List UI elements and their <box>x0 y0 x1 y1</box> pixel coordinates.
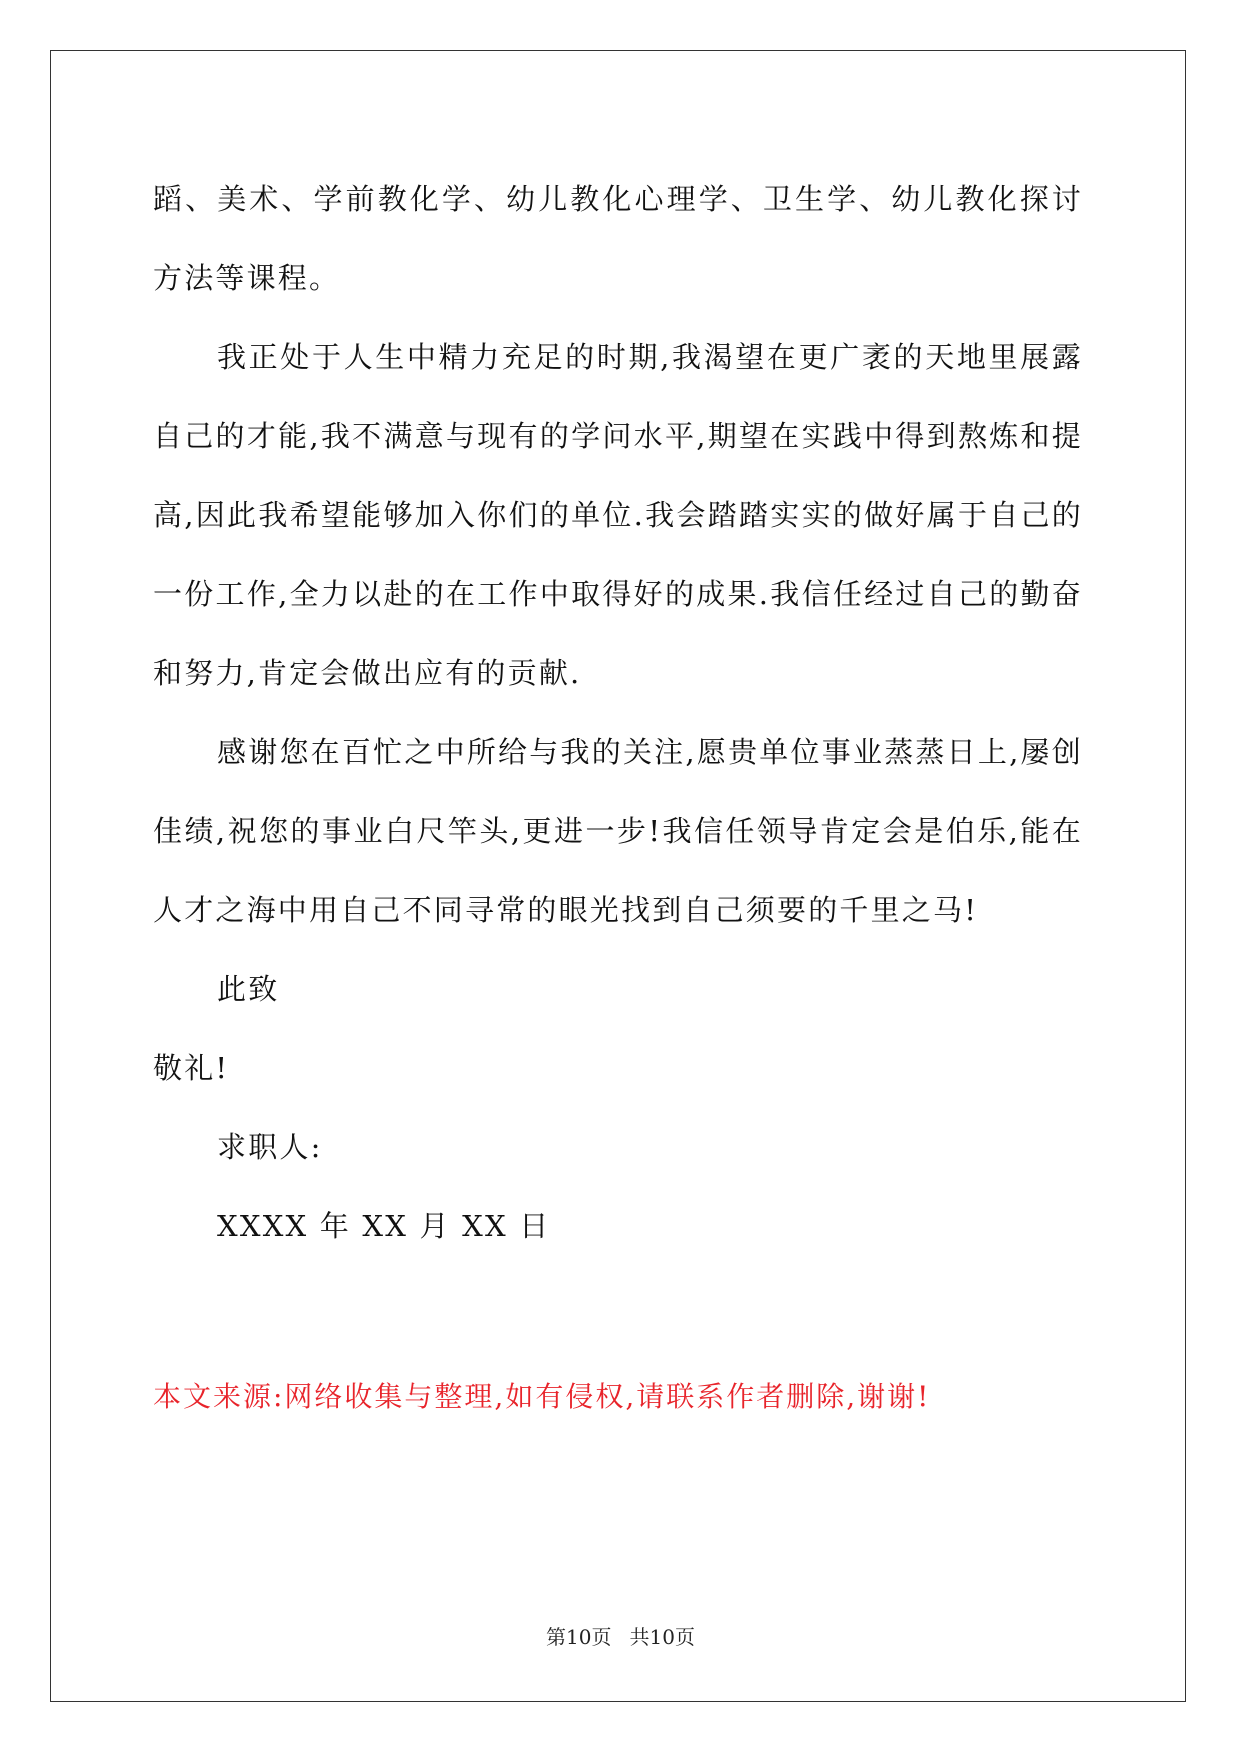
source-note: 本文来源:网络收集与整理,如有侵权,请联系作者删除,谢谢! <box>153 1380 931 1413</box>
letter-date: XXXX 年 XX 月 XX 日 <box>217 1209 551 1243</box>
page-total: 共10页 <box>629 1625 695 1649</box>
document-body <box>153 160 1083 1266</box>
closing-regards: 敬礼! <box>153 1051 230 1085</box>
page-current: 第10页 <box>546 1625 612 1649</box>
paragraph-aspiration: 我正处于人生中精力充足的时期,我渴望在更广袤的天地里展露自己的才能,我不满意与现有的学问水平,期望在实践中得到熬炼和提高,因此我希望能够加入你们的单位.我会踏踏实实的做好属于自己的一份工作,全力以赴的在工作中取得好的成果.我信任经过自己的勤奋和努力,肯定会做出应有的贡献. <box>153 340 1083 690</box>
applicant-label: 求职人: <box>217 1130 323 1164</box>
closing-salutation: 此致 <box>217 972 280 1006</box>
paragraph-continuation: 蹈、美术、学前教化学、幼儿教化心理学、卫生学、幼儿教化探讨方法等课程。 <box>153 182 1083 295</box>
paragraph-thanks: 感谢您在百忙之中所给与我的关注,愿贵单位事业蒸蒸日上,屡创佳绩,祝您的事业白尺竿头,更进一步!我信任领导肯定会是伯乐,能在人才之海中用自己不同寻常的眼光找到自己须要的千里之马! <box>153 735 1083 927</box>
page-footer <box>0 1621 1241 1650</box>
